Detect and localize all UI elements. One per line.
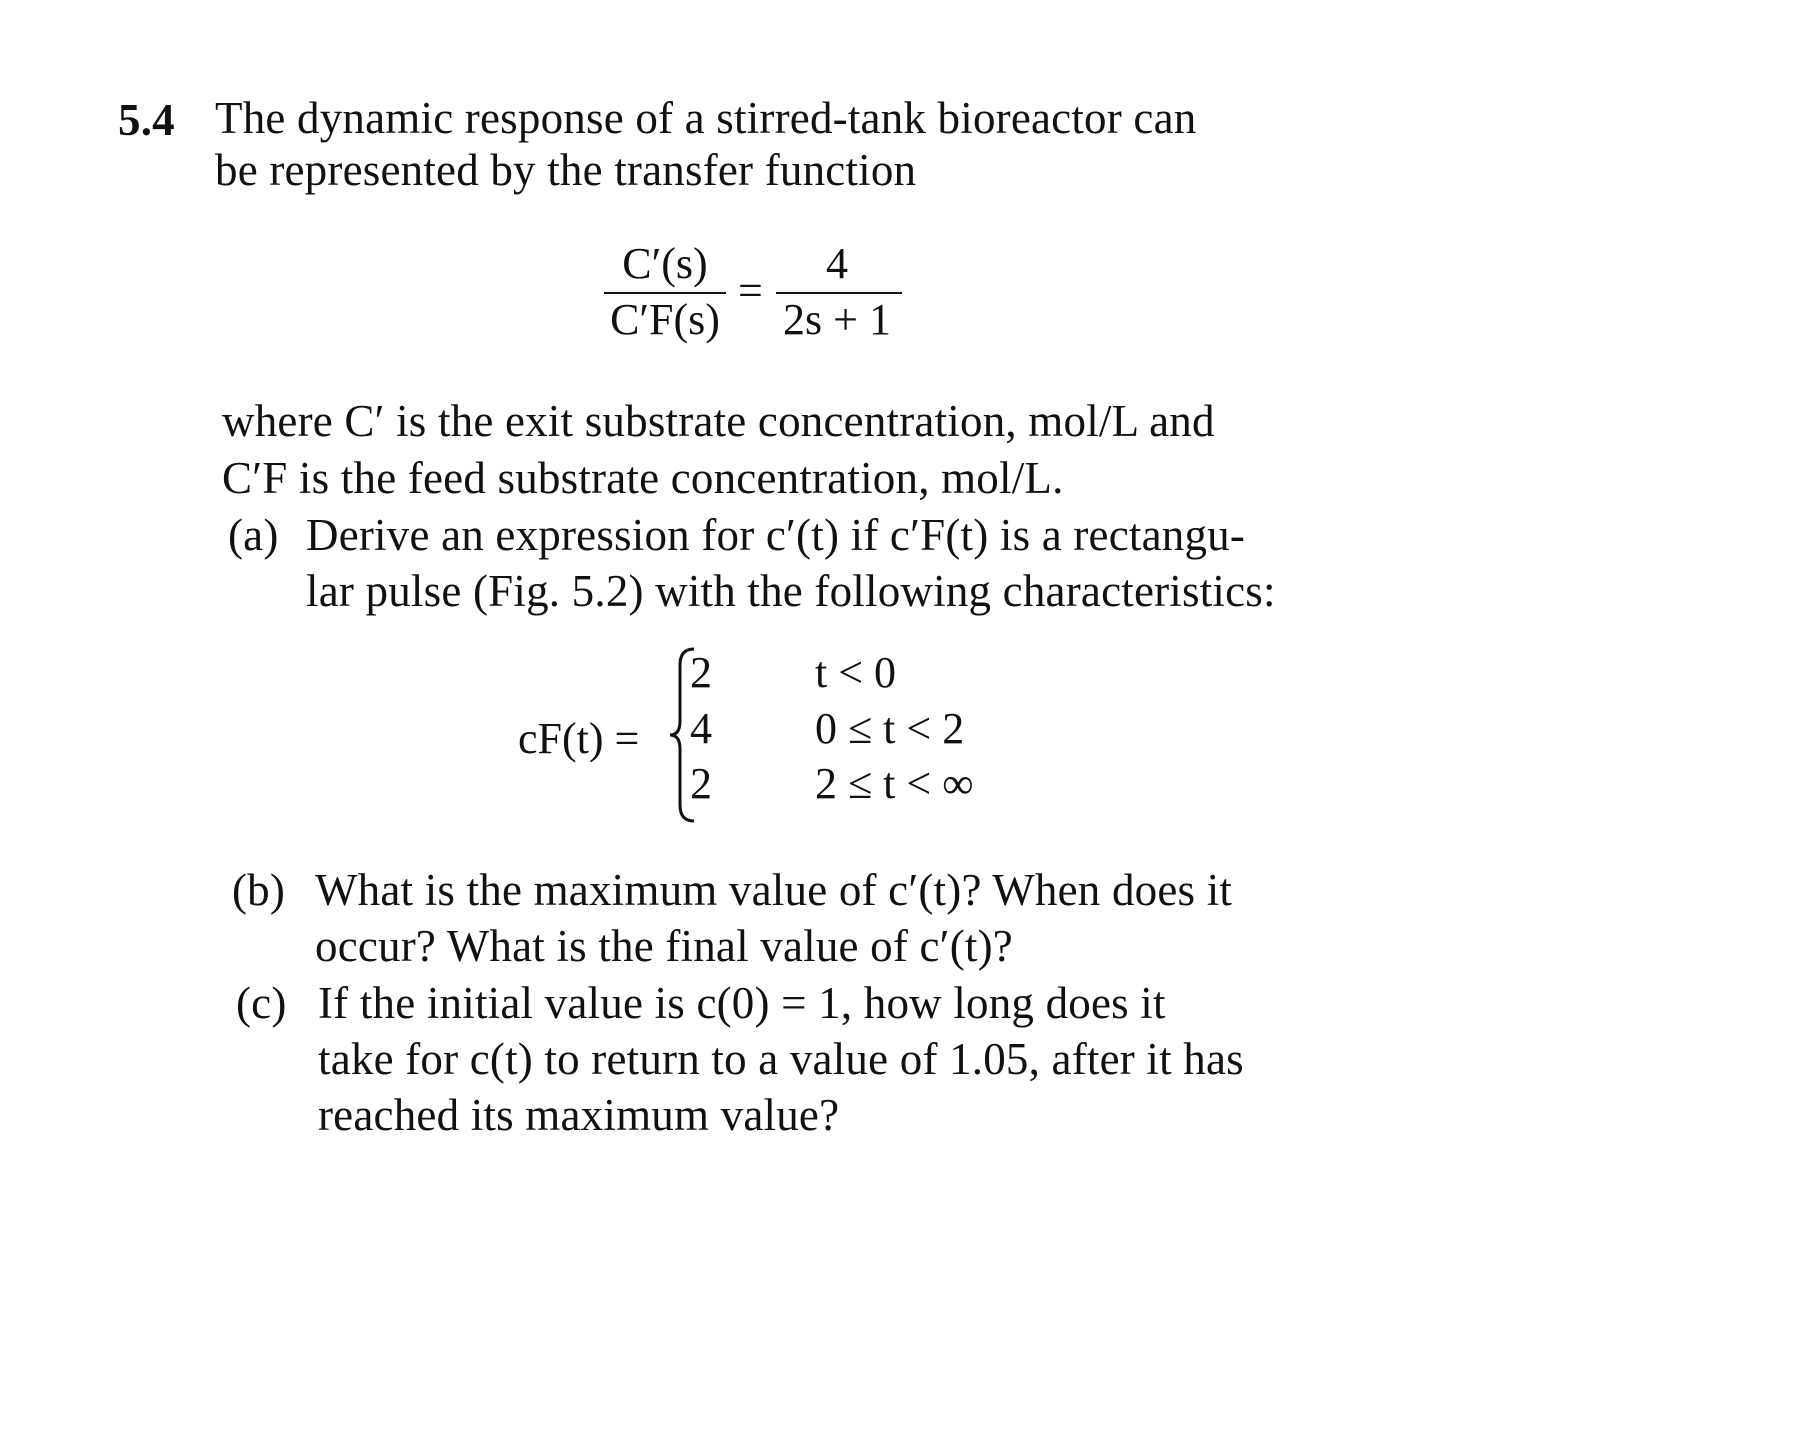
part-c-line-2: take for c(t) to return to a value of 1.05, after it has xyxy=(318,1034,1244,1084)
tf-rhs-fraction xyxy=(772,238,902,348)
tf-rhs-numerator: 4 xyxy=(826,239,848,288)
definition-line-2: C′F is the feed substrate concentration, mol/L. xyxy=(222,453,1064,503)
part-b-line-1: What is the maximum value of c′(t)? When does it xyxy=(315,865,1233,915)
part-a-line-1: Derive an expression for c′(t) if c′F(t) is a rectangu- xyxy=(306,510,1246,560)
piecewise-value-2: 4 xyxy=(690,704,712,753)
part-c-line-3: reached its maximum value? xyxy=(318,1090,840,1140)
tf-lhs-denominator: C′F(s) xyxy=(610,295,720,344)
tf-equals-sign: = xyxy=(738,266,763,315)
part-b-label: (b) xyxy=(232,865,286,915)
part-c-label: (c) xyxy=(236,978,287,1028)
definition-line-1: where C′ is the exit substrate concentration, mol/L and xyxy=(222,396,1215,446)
piecewise-condition-3: 2 ≤ t < ∞ xyxy=(815,759,974,808)
piecewise-value-1: 2 xyxy=(690,648,712,697)
part-a-line-2: lar pulse (Fig. 5.2) with the following characteristics: xyxy=(306,566,1276,616)
piecewise-lhs: cF(t) = xyxy=(518,714,640,763)
intro-line-1: The dynamic response of a stirred-tank bioreactor can xyxy=(215,93,1197,143)
part-a-label: (a) xyxy=(228,510,279,560)
piecewise-value-3: 2 xyxy=(690,759,712,808)
tf-lhs-fraction xyxy=(600,238,730,348)
piecewise-condition-2: 0 ≤ t < 2 xyxy=(815,704,965,753)
piecewise-condition-1: t < 0 xyxy=(815,648,897,697)
problem-number: 5.4 xyxy=(118,95,175,145)
intro-line-2: be represented by the transfer function xyxy=(215,145,917,195)
tf-rhs-denominator: 2s + 1 xyxy=(783,295,891,344)
part-c-line-1: If the initial value is c(0) = 1, how long does it xyxy=(318,978,1166,1028)
tf-lhs-numerator: C′(s) xyxy=(622,239,708,288)
part-b-line-2: occur? What is the final value of c′(t)? xyxy=(315,921,1013,971)
